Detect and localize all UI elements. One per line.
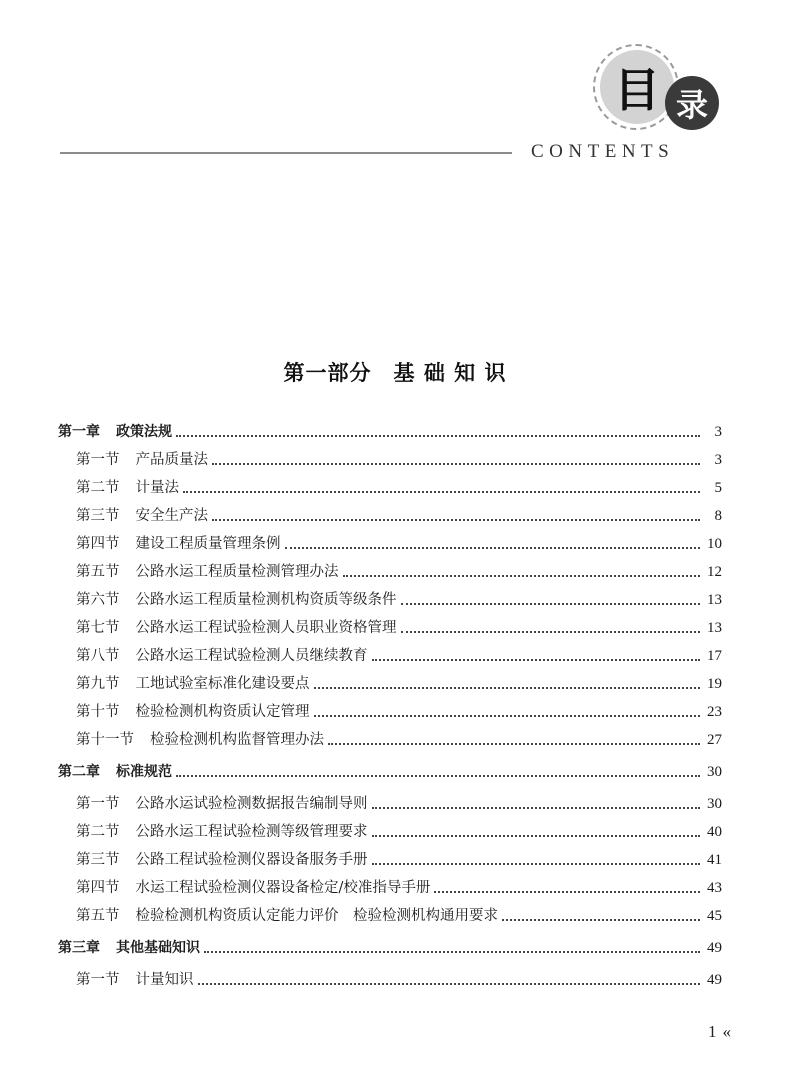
entry-title: 公路工程试验检测仪器设备服务手册	[135, 852, 368, 868]
entry-title: 检验检测机构资质认定管理	[135, 704, 310, 720]
entry-page: 13	[707, 620, 722, 636]
entry-page: 49	[707, 972, 722, 988]
toc-entry[interactable]	[76, 698, 722, 722]
toc-entry[interactable]	[76, 474, 722, 498]
entry-title: 公路水运工程质量检测机构资质等级条件	[135, 592, 397, 608]
entry-page: 13	[707, 592, 722, 608]
entry-title: 检验检测机构监督管理办法	[150, 732, 324, 748]
toc-entry[interactable]	[76, 586, 722, 610]
entry-number: 第三节	[76, 508, 120, 524]
dot-leader	[176, 775, 700, 777]
dot-leader	[314, 715, 701, 717]
entry-title: 检验检测机构资质认定能力评价 检验检测机构通用要求	[135, 908, 498, 924]
toc-entry[interactable]	[58, 934, 722, 958]
entry-title: 标准规范	[116, 764, 172, 780]
page-folio	[708, 1022, 731, 1042]
toc-entry[interactable]	[76, 558, 722, 582]
badge-char-lu: 录	[665, 76, 719, 130]
entry-title: 政策法规	[116, 424, 172, 440]
entry-title: 公路水运工程试验检测人员职业资格管理	[135, 620, 397, 636]
entry-title: 工地试验室标准化建设要点	[135, 676, 310, 692]
entry-number: 第一章	[58, 424, 100, 440]
toc-entry[interactable]	[58, 418, 722, 442]
entry-title: 公路水运工程试验检测等级管理要求	[135, 824, 368, 840]
entry-number: 第五节	[76, 908, 120, 924]
entry-page: 10	[707, 536, 722, 552]
entry-number: 第一节	[76, 452, 120, 468]
entry-number: 第十一节	[76, 732, 134, 748]
entry-page: 43	[707, 880, 722, 896]
entry-title: 计量法	[135, 480, 179, 496]
double-chevron-left-icon: «	[722, 1022, 731, 1041]
dot-leader	[212, 519, 700, 521]
entry-number: 第九节	[76, 676, 120, 692]
entry-page: 23	[707, 704, 722, 720]
toc-entry[interactable]	[76, 502, 722, 526]
entry-page: 3	[714, 452, 722, 468]
entry-title: 建设工程质量管理条例	[135, 536, 281, 552]
toc-entry[interactable]	[76, 530, 722, 554]
toc-entry[interactable]	[76, 846, 722, 870]
entry-number: 第四节	[76, 880, 120, 896]
toc-entry[interactable]	[76, 446, 722, 470]
entry-page: 8	[714, 508, 722, 524]
entry-title: 公路水运工程质量检测管理办法	[135, 564, 339, 580]
entry-number: 第五节	[76, 564, 120, 580]
entry-title: 其他基础知识	[116, 940, 200, 956]
toc-entry[interactable]	[76, 966, 722, 990]
entry-number: 第六节	[76, 592, 120, 608]
toc-entry[interactable]	[76, 818, 722, 842]
dot-leader	[198, 983, 701, 985]
badge-char-mu: 目	[600, 50, 674, 124]
entry-page: 12	[707, 564, 722, 580]
dot-leader	[343, 575, 701, 577]
dot-leader	[183, 491, 700, 493]
dot-leader	[372, 863, 701, 865]
dot-leader	[372, 659, 701, 661]
entry-title: 产品质量法	[135, 452, 208, 468]
entry-title: 公路水运工程试验检测人员继续教育	[135, 648, 368, 664]
entry-page: 30	[707, 764, 722, 780]
toc-entry[interactable]	[76, 670, 722, 694]
dot-leader	[204, 951, 700, 953]
dot-leader	[434, 891, 700, 893]
entry-page: 41	[707, 852, 722, 868]
entry-title: 公路水运试验检测数据报告编制导则	[135, 796, 368, 812]
entry-title: 安全生产法	[135, 508, 208, 524]
entry-page: 5	[714, 480, 722, 496]
dot-leader	[372, 807, 701, 809]
entry-number: 第一节	[76, 796, 120, 812]
entry-page: 3	[714, 424, 722, 440]
dot-leader	[328, 743, 700, 745]
entry-number: 第一节	[76, 972, 120, 988]
entry-title: 计量知识	[135, 972, 194, 988]
dot-leader	[401, 603, 701, 605]
dot-leader	[401, 631, 701, 633]
part-title: 第一部分 基 础 知 识	[283, 361, 507, 385]
contents-label: CONTENTS	[531, 141, 675, 162]
toc-entry[interactable]	[76, 614, 722, 638]
entry-page: 49	[707, 940, 722, 956]
toc-entry[interactable]	[76, 790, 722, 814]
entry-title: 水运工程试验检测仪器设备检定/校准指导手册	[135, 880, 431, 896]
page-number: 1	[708, 1022, 717, 1041]
toc-header	[0, 0, 790, 170]
dot-leader	[176, 435, 700, 437]
dot-leader	[285, 547, 701, 549]
dot-leader	[502, 919, 700, 921]
header-rule	[60, 152, 512, 154]
entry-page: 30	[707, 796, 722, 812]
dot-leader	[212, 463, 700, 465]
toc-entry[interactable]	[76, 642, 722, 666]
entry-page: 45	[707, 908, 722, 924]
entry-number: 第二节	[76, 480, 120, 496]
entry-number: 第八节	[76, 648, 120, 664]
entry-number: 第四节	[76, 536, 120, 552]
entry-page: 40	[707, 824, 722, 840]
entry-number: 第十节	[76, 704, 120, 720]
entry-page: 27	[707, 732, 722, 748]
dot-leader	[372, 835, 701, 837]
entry-number: 第三章	[58, 940, 100, 956]
toc-entry[interactable]	[76, 902, 722, 926]
toc-entry[interactable]	[76, 874, 722, 898]
toc-entry[interactable]	[58, 758, 722, 782]
entry-number: 第七节	[76, 620, 120, 636]
toc-entry[interactable]	[76, 726, 722, 750]
entry-page: 19	[707, 676, 722, 692]
entry-number: 第二章	[58, 764, 100, 780]
entry-number: 第二节	[76, 824, 120, 840]
dot-leader	[314, 687, 701, 689]
entry-number: 第三节	[76, 852, 120, 868]
entry-page: 17	[707, 648, 722, 664]
